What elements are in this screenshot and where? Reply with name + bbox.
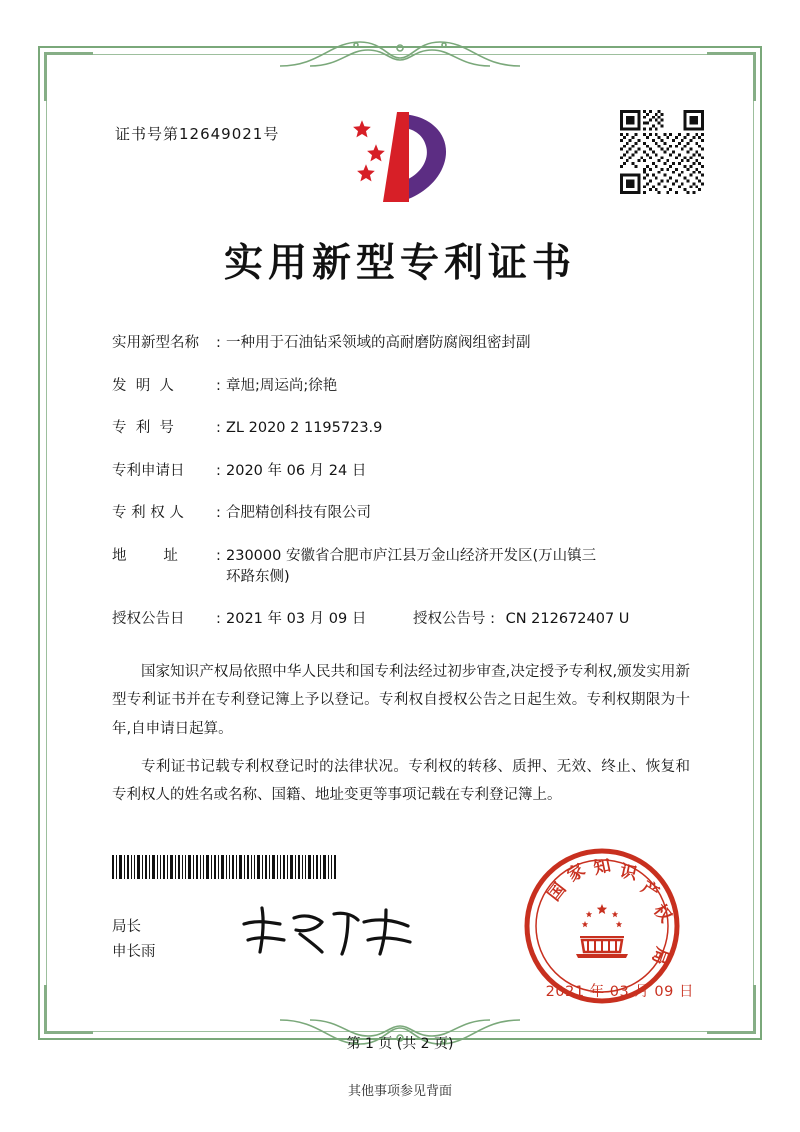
corner-ornament-top-right [707,52,756,101]
field-value-patentee: 合肥精创科技有限公司 [226,505,371,522]
svg-text:家: 家 [563,860,589,887]
field-value-inventors: 章旭;周运尚;徐艳 [226,377,338,394]
publication-number-value: CN 212672407 U [505,611,630,628]
corner-ornament-top-left [44,52,93,101]
field-row-utility-model-name [112,333,692,354]
field-colon: : [490,611,495,628]
field-value-address [226,546,692,588]
qr-code-icon [620,110,704,194]
field-label-application-date: 专利申请日 [112,462,185,479]
field-list [112,333,692,652]
corner-ornament-bottom-left [44,985,93,1034]
flourish-ornament-top-icon [270,36,530,70]
svg-text:权: 权 [649,900,676,927]
legal-text-block [112,658,690,819]
field-label-address: 地 址 [112,547,178,564]
field-colon: : [216,420,221,437]
field-colon: : [216,505,221,522]
field-value-patent-number: ZL 2020 2 1195723.9 [226,420,383,437]
field-label-patent-number: 专 利 号 [112,420,174,437]
signature-block [112,915,156,966]
field-value-application-date: 2020 年 06 月 24 日 [226,462,367,479]
field-colon: : [216,547,221,564]
svg-text:产: 产 [637,877,663,904]
seal-date: 2021 年 03 月 09 日 [545,984,694,1000]
field-colon: : [216,335,221,351]
field-row-patent-number [112,418,692,439]
cnipa-logo-icon [340,106,460,211]
field-row-patentee [112,503,692,524]
footnote-text: 其他事项参见背面 [347,1084,452,1099]
certificate-number: 证书号第12649021号 [115,125,280,143]
field-row-inventors [112,376,692,397]
signature-name: 申长雨 [112,944,156,961]
field-label-publication-number: 授权公告号 [412,611,486,628]
field-label-publication-date: 授权公告日 [112,611,185,628]
field-row-address [112,546,692,588]
publication-date-value: 2021 年 03 月 09 日 [226,611,367,628]
field-colon: : [216,611,221,628]
handwritten-signature-icon [238,900,418,962]
field-colon: : [216,377,221,394]
field-row-application-date [112,461,692,482]
address-line-1: 230000 安徽省合肥市庐江县万金山经济开发区(万山镇三 [226,547,597,564]
address-line-2: 环路东侧) [226,568,290,585]
page-number: 第 1 页 (共 2 页) [346,1036,454,1052]
legal-paragraph-2: 专利证书记载专利权登记时的法律状况。专利权的转移、质押、无效、终止、恢复和专利权人的姓名或名称、国籍、地址变更等事项记载在专利登记簿上。 [112,758,690,804]
svg-text:识: 识 [617,861,639,885]
signature-role: 局长 [112,919,141,935]
field-value-publication [226,609,692,630]
svg-text:局: 局 [647,944,673,968]
svg-text:知: 知 [591,855,613,879]
page-title: 实用新型专利证书 [223,241,576,286]
field-row-publication [112,609,692,630]
field-colon: : [216,462,221,479]
field-value-utility-model-name: 一种用于石油钻采领域的高耐磨防腐阀组密封副 [226,335,531,351]
svg-text:国: 国 [544,879,571,906]
field-label-inventors: 发 明 人 [112,377,174,394]
legal-paragraph-1: 国家知识产权局依照中华人民共和国专利法经过初步审查,决定授予专利权,颁发实用新型专利证书并在专利登记簿上予以登记。专利权自授权公告之日起生效。专利权期限为十年,自申请日起算。 [112,664,690,737]
field-label-patentee: 专 利 权 人 [112,505,184,522]
corner-ornament-bottom-right [707,985,756,1034]
field-label-utility-model-name: 实用新型名称 [112,335,199,351]
barcode-icon [112,855,352,879]
